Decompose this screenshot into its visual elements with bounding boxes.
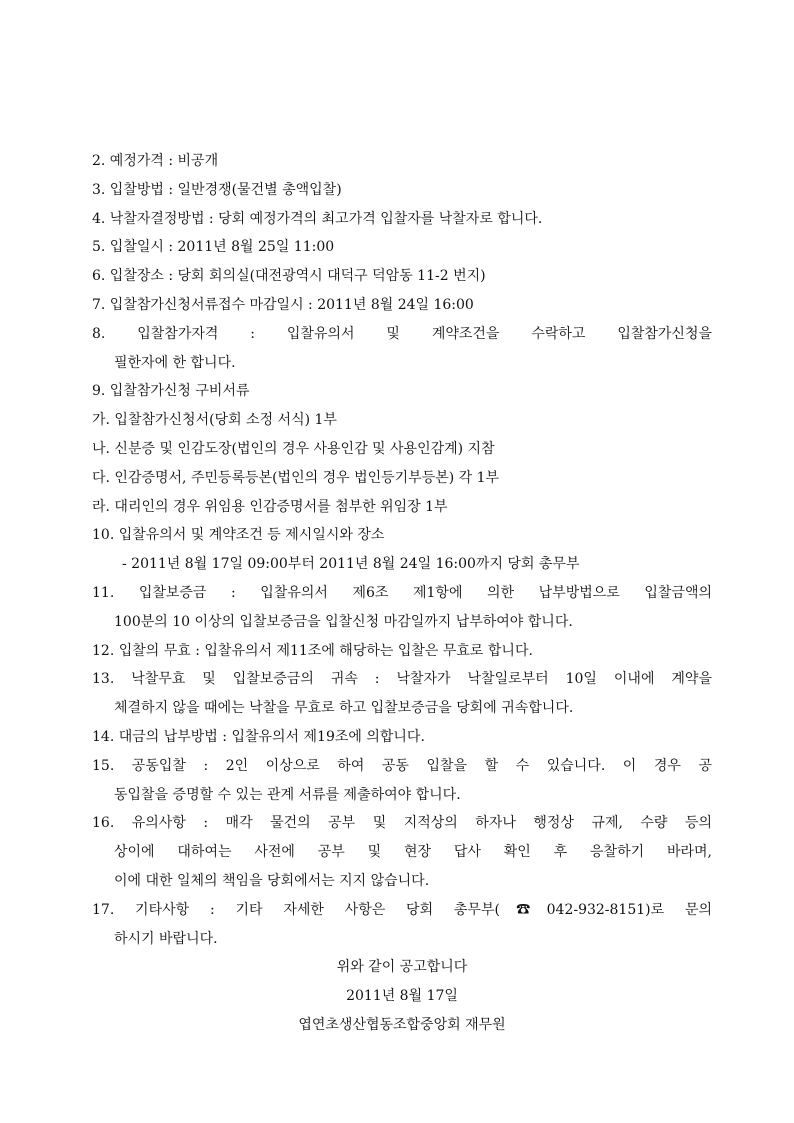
item-17: 17. 기타사항 : 기타 자세한 사항은 당회 총무부(☎042-932-8151)로 문의 xyxy=(92,901,712,918)
item-14: 14. 대금의 납부방법 : 입찰유의서 제19조에 의합니다. xyxy=(92,728,425,745)
item-9-ra: 라. 대리인의 경우 위임용 인감증명서를 첨부한 위임장 1부 xyxy=(92,498,448,515)
item-12: 12. 입찰의 무효 : 입찰유의서 제11조에 해당하는 입찰은 무효로 합니다. xyxy=(92,642,533,659)
item-16-continued: 상이에 대하여는 사전에 공부 및 현장 답사 확인 후 응찰하기 바라며, xyxy=(114,844,712,861)
item-8: 8. 입찰참가자격 : 입찰유의서 및 계약조건을 수락하고 입찰참가신청을 xyxy=(92,325,712,342)
item-16-continued-2: 이에 대한 일체의 책임을 당회에서는 지지 않습니다. xyxy=(114,872,430,889)
item-10: 10. 입찰유의서 및 계약조건 등 제시일시와 장소 xyxy=(92,527,385,544)
item-6: 6. 입찰장소 : 당회 회의실(대전광역시 대덕구 덕암동 11-2 번지) xyxy=(92,268,486,285)
issuer-name: 엽연초생산협동조합중앙회 재무원 xyxy=(298,1016,506,1033)
item-11-continued: 100분의 10 이상의 입찰보증금을 입찰신청 마감일까지 납부하여야 합니다. xyxy=(114,613,573,630)
notice-date: 2011년 8월 17일 xyxy=(346,988,458,1005)
item-16: 16. 유의사항 : 매각 물건의 공부 및 지적상의 하자나 행정상 규제, 수량 등의 xyxy=(92,815,712,832)
item-4: 4. 낙찰자결정방법 : 당회 예정가격의 최고가격 입찰자를 낙찰자로 합니다. xyxy=(92,210,543,227)
item-2: 2. 예정가격 : 비공개 xyxy=(92,153,219,169)
item-9-ga: 가. 입찰참가신청서(당회 소정 서식) 1부 xyxy=(92,412,337,429)
item-10-continued: - 2011년 8월 17일 09:00부터 2011년 8월 24일 16:00까지 당회 총무부 xyxy=(122,556,580,573)
item-9-da: 다. 인감증명서, 주민등록등본(법인의 경우 법인등기부등본) 각 1부 xyxy=(92,469,500,486)
item-15-continued: 동입찰을 증명할 수 있는 관계 서류를 제출하여야 합니다. xyxy=(114,786,461,803)
item-5: 5. 입찰일시 : 2011년 8월 25일 11:00 xyxy=(92,239,335,256)
closing-statement: 위와 같이 공고합니다 xyxy=(336,959,468,976)
item-13-continued: 체결하지 않을 때에는 낙찰을 무효로 하고 입찰보증금을 당회에 귀속합니다. xyxy=(114,700,574,717)
item-9-na: 나. 신분증 및 인감도장(법인의 경우 사용인감 및 사용인감계) 지참 xyxy=(92,440,495,457)
item-11: 11. 입찰보증금 : 입찰유의서 제6조 제1항에 의한 납부방법으로 입찰금액의 xyxy=(92,584,712,601)
item-9: 9. 입찰참가신청 구비서류 xyxy=(92,383,250,400)
item-7: 7. 입찰참가신청서류접수 마감일시 : 2011년 8월 24일 16:00 xyxy=(92,296,474,313)
item-13: 13. 낙찰무효 및 입찰보증금의 귀속 : 낙찰자가 낙찰일로부터 10일 이내에 계약을 xyxy=(92,671,712,688)
item-8-continued: 필한자에 한 합니다. xyxy=(114,354,236,371)
notice-body xyxy=(92,147,712,1040)
item-17-continued: 하시기 바랍니다. xyxy=(114,930,218,947)
item-3: 3. 입찰방법 : 일반경쟁(물건별 총액입찰) xyxy=(92,181,342,198)
item-15: 15. 공동입찰 : 2인 이상으로 하여 공동 입찰을 할 수 있습니다. 이 경우 공 xyxy=(92,757,712,774)
